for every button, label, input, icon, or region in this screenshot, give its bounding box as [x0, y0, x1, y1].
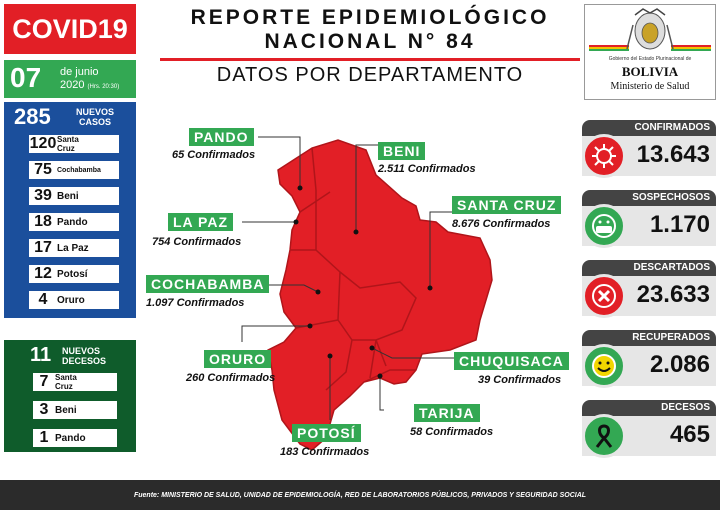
stat-body	[582, 136, 716, 176]
logo-country: BOLIVIA	[621, 64, 679, 79]
dept-label-potosi: POTOSÍ	[292, 424, 361, 442]
row-count: 17	[34, 239, 52, 256]
logo-government-text: Gobierno del Estado Plurinacional de	[608, 56, 692, 62]
stat-value: 2.086	[649, 351, 710, 378]
smile-icon	[582, 344, 626, 388]
virus-icon	[582, 134, 626, 178]
report-title	[160, 6, 580, 54]
new-cases-row	[28, 238, 120, 258]
title-divider	[160, 58, 580, 61]
new-deaths-row	[32, 400, 118, 420]
dept-label-tarija: TARIJA	[414, 404, 480, 422]
dept-confirmed-chuquisaca: 39 Confirmados	[478, 374, 562, 386]
row-count: 39	[34, 187, 52, 204]
coat-of-arms-icon	[585, 5, 715, 57]
stat-recuperados	[582, 330, 716, 388]
stat-body	[582, 276, 716, 316]
stat-sospechosos	[582, 190, 716, 248]
date-year: 2020	[60, 79, 85, 91]
covid19-label: COVID19	[12, 13, 128, 44]
new-cases-row	[28, 160, 120, 180]
stat-body	[582, 206, 716, 246]
row-count: 1	[39, 429, 49, 446]
row-count: 3	[39, 401, 49, 418]
stat-value: 13.643	[636, 141, 710, 168]
stat-label: RECUPERADOS	[582, 330, 716, 346]
stat-label: SOSPECHOSOS	[582, 190, 716, 206]
stat-descartados	[582, 260, 716, 318]
date-time: (Hrs. 20:30)	[87, 84, 120, 90]
dept-label-santa-cruz: SANTA CRUZ	[452, 196, 561, 214]
new-cases-panel	[4, 102, 136, 318]
row-count: 18	[34, 213, 52, 230]
stat-body	[582, 416, 716, 456]
row-count: 12	[34, 265, 52, 282]
date-badge	[4, 60, 136, 98]
new-deaths-row	[32, 372, 118, 392]
row-label: Beni	[57, 190, 79, 202]
dept-label-la-paz: LA PAZ	[168, 213, 233, 231]
title-line-2: NACIONAL N° 84	[264, 30, 476, 53]
ministry-logo	[584, 4, 716, 100]
dept-confirmed-la-paz: 754 Confirmados	[152, 236, 242, 248]
stat-decesos	[582, 400, 716, 458]
new-cases-row	[28, 212, 120, 232]
dept-label-oruro: ORURO	[204, 350, 271, 368]
stat-label: CONFIRMADOS	[582, 120, 716, 136]
stat-label: DECESOS	[582, 400, 716, 416]
row-count: 75	[34, 161, 52, 178]
footer-text: Fuente: MINISTERIO DE SALUD, UNIDAD DE EPIDEMIOLOGÍA, RED DE LABORATORIOS PÚBLICOS, PRIVADOS Y SEGURIDAD SOCIAL	[133, 491, 587, 499]
cross-icon	[582, 274, 626, 318]
report-subtitle: DATOS POR DEPARTAMENTO	[216, 64, 524, 86]
new-deaths-label: NUEVOS DECESOS	[62, 346, 107, 366]
new-cases-row	[28, 134, 120, 154]
stat-value: 1.170	[649, 211, 710, 238]
row-count: 7	[39, 373, 49, 390]
covid19-badge	[4, 4, 136, 54]
row-count: 120	[29, 135, 57, 152]
new-cases-row	[28, 186, 120, 206]
new-cases-header	[4, 102, 136, 132]
row-label: Santa Cruz	[55, 373, 77, 391]
row-count: 4	[38, 291, 48, 308]
mourning-ribbon-icon	[582, 414, 626, 458]
new-cases-row	[28, 264, 120, 284]
row-label: La Paz	[57, 242, 89, 254]
dept-confirmed-cochabamba: 1.097 Confirmados	[146, 297, 245, 309]
dept-label-pando: PANDO	[189, 128, 254, 146]
stat-value: 23.633	[636, 281, 710, 308]
row-label: Beni	[55, 404, 77, 416]
stat-confirmados	[582, 120, 716, 178]
stat-body	[582, 346, 716, 386]
mask-face-icon	[582, 204, 626, 248]
row-label: Pando	[57, 216, 88, 228]
row-label: Cochabamba	[57, 166, 101, 174]
row-label: Pando	[55, 432, 86, 444]
new-cases-label: NUEVOS CASOS	[75, 107, 114, 127]
dept-label-beni: BENI	[378, 142, 425, 160]
dept-label-cochabamba: COCHABAMBA	[146, 275, 269, 293]
date-details	[60, 66, 119, 94]
dept-confirmed-oruro: 260 Confirmados	[186, 372, 276, 384]
dept-confirmed-potosi: 183 Confirmados	[280, 446, 370, 458]
bolivia-map	[140, 120, 580, 470]
logo-ministry: Ministerio de Salud	[610, 81, 690, 92]
stat-label: DESCARTADOS	[582, 260, 716, 276]
date-month: de junio	[60, 66, 99, 78]
dept-label-chuquisaca: CHUQUISACA	[454, 352, 569, 370]
new-deaths-row	[32, 428, 118, 448]
dept-confirmed-tarija: 58 Confirmados	[410, 426, 494, 438]
row-label: Potosí	[57, 268, 88, 280]
new-cases-row	[28, 290, 120, 310]
row-label: Oruro	[57, 294, 85, 306]
source-footer	[0, 480, 720, 510]
new-deaths-total: 11	[30, 344, 52, 366]
dept-confirmed-beni: 2.511 Confirmados	[378, 163, 476, 175]
new-cases-total: 285	[14, 104, 51, 129]
title-line-1: REPORTE EPIDEMIOLÓGICO	[190, 6, 550, 29]
dept-confirmed-pando: 65 Confirmados	[172, 149, 256, 161]
row-label: Santa Cruz	[57, 135, 79, 153]
stat-value: 465	[669, 421, 710, 448]
dept-confirmed-santa-cruz: 8.676 Confirmados	[452, 218, 551, 230]
date-day: 07	[10, 62, 42, 93]
new-deaths-panel	[4, 340, 136, 452]
